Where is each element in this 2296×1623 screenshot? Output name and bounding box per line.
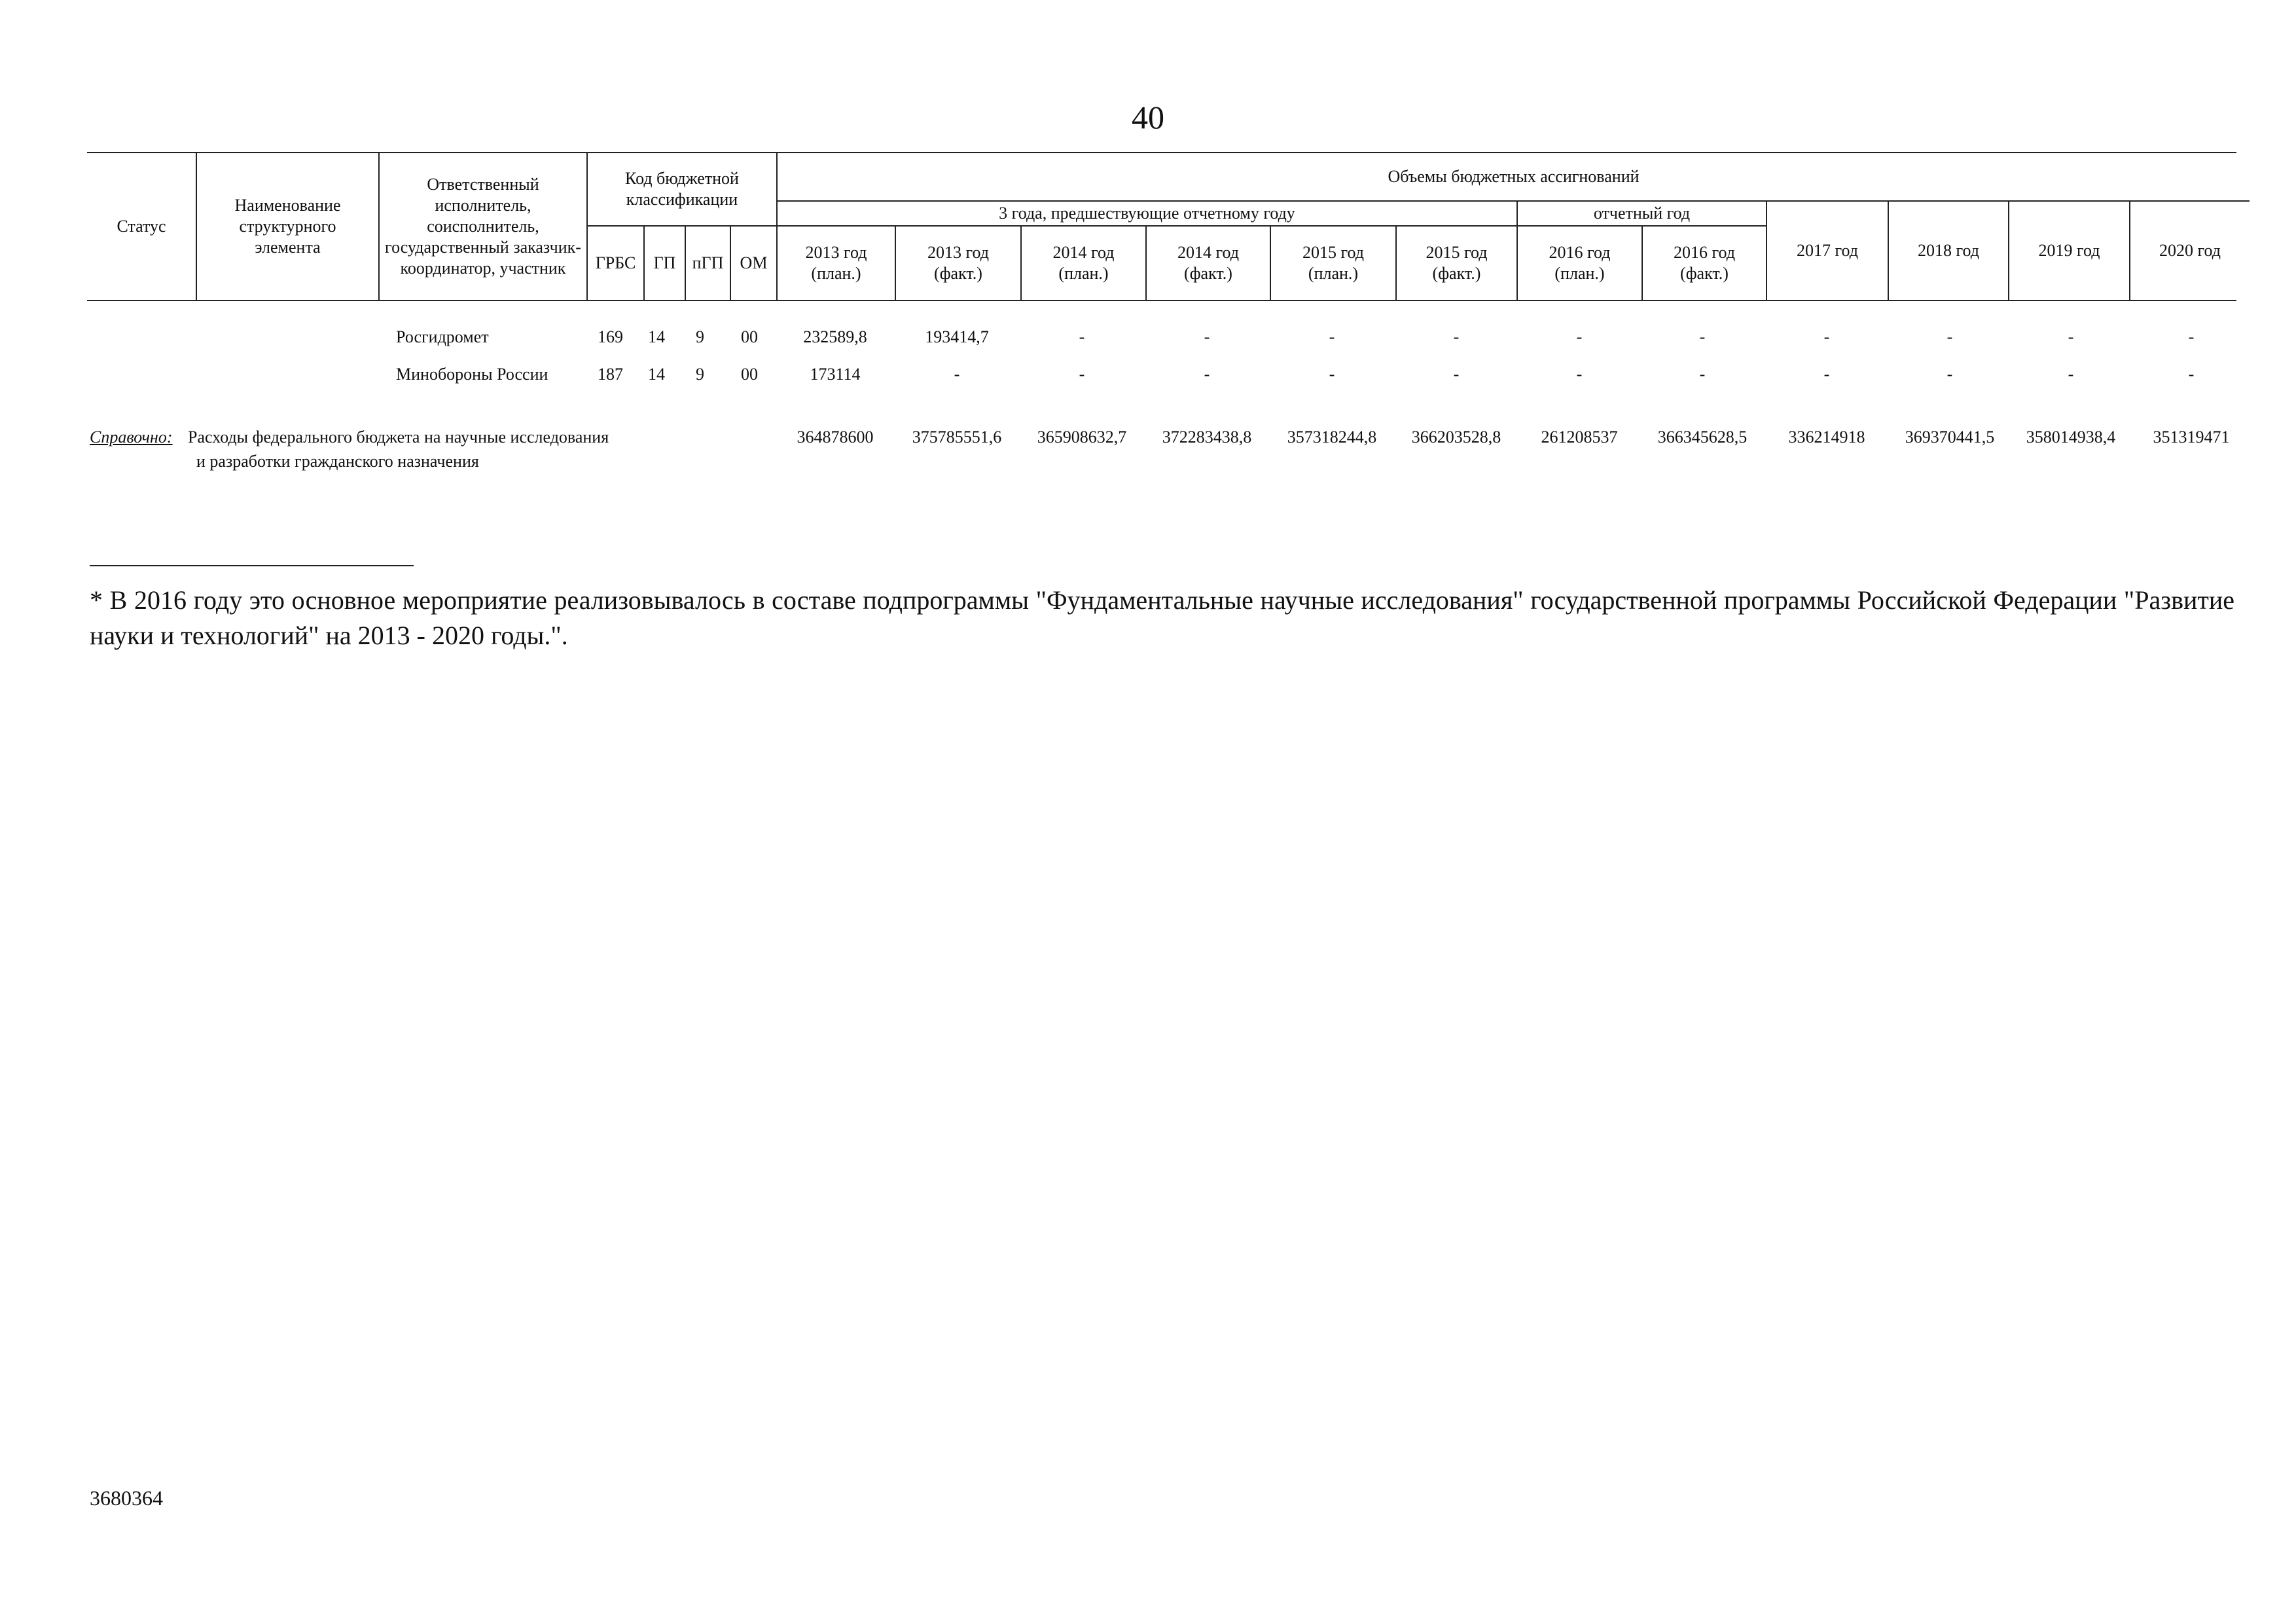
row-value: 193414,7 <box>925 327 989 346</box>
document-code: 3680364 <box>90 1486 163 1510</box>
header-year-2015-plan: 2015 год (план.) <box>1270 227 1395 300</box>
row-value: - <box>1823 327 1830 346</box>
row-value: - <box>1329 327 1335 346</box>
footnote-divider <box>90 565 414 566</box>
row-om: 00 <box>741 365 758 384</box>
row-value: - <box>1453 365 1460 384</box>
header-year-2019: 2019 год <box>2008 202 2129 300</box>
row-value: 173114 <box>810 365 861 384</box>
row-pgp: 9 <box>696 327 704 346</box>
row-value: - <box>1946 365 1953 384</box>
header-grbs: ГРБС <box>586 227 643 300</box>
row-grbs: 169 <box>598 327 623 346</box>
header-name: Наименование структурного элемента <box>196 153 378 300</box>
row-gp: 14 <box>648 365 665 384</box>
header-year-2013-plan: 2013 год (план.) <box>776 227 895 300</box>
budget-table-header <box>87 152 2236 301</box>
header-year-2015-fact: 2015 год (факт.) <box>1395 227 1516 300</box>
reference-label: Справочно: <box>90 428 173 447</box>
reference-value: 261208537 <box>1541 428 1618 447</box>
row-value: - <box>1329 365 1335 384</box>
reference-value: 372283438,8 <box>1162 428 1252 447</box>
row-value: - <box>1946 327 1953 346</box>
row-value: - <box>1699 365 1706 384</box>
row-gp: 14 <box>648 327 665 346</box>
header-year-2014-fact: 2014 год (факт.) <box>1145 227 1270 300</box>
reference-value: 365908632,7 <box>1037 428 1127 447</box>
reference-value: 336214918 <box>1788 428 1865 447</box>
header-year-2014-plan: 2014 год (план.) <box>1020 227 1145 300</box>
row-value: - <box>1204 365 1210 384</box>
row-value: 232589,8 <box>803 327 867 346</box>
header-year-2016-plan: 2016 год (план.) <box>1516 227 1641 300</box>
row-value: - <box>1204 327 1210 346</box>
header-om: ОМ <box>730 227 776 300</box>
reference-value: 364878600 <box>797 428 874 447</box>
header-prev-years: 3 года, предшествующие отчетному году <box>776 202 1516 227</box>
reference-value: 369370441,5 <box>1905 428 1995 447</box>
row-value: - <box>2188 327 2195 346</box>
row-om: 00 <box>741 327 758 346</box>
header-gp: ГП <box>643 227 685 300</box>
reference-value: 366203528,8 <box>1411 428 1501 447</box>
reference-value: 351319471 <box>2153 428 2230 447</box>
header-year-2013-fact: 2013 год (факт.) <box>895 227 1020 300</box>
row-value: - <box>954 365 960 384</box>
reference-value: 366345628,5 <box>1657 428 1748 447</box>
row-value: - <box>1453 327 1460 346</box>
row-value: - <box>2068 365 2074 384</box>
row-value: - <box>1079 365 1085 384</box>
row-participant: Росгидромет <box>396 327 489 346</box>
reference-description-line2: и разработки гражданского назначения <box>196 452 479 471</box>
row-value: - <box>1699 327 1706 346</box>
row-participant: Минобороны России <box>396 365 548 384</box>
page-number: 40 <box>1132 99 1164 136</box>
row-value: - <box>1079 327 1085 346</box>
reference-value: 375785551,6 <box>912 428 1002 447</box>
reference-description-line1: Расходы федерального бюджета на научные исследования <box>188 428 609 447</box>
header-pgp: пГП <box>685 227 730 300</box>
row-value: - <box>1576 327 1583 346</box>
row-pgp: 9 <box>696 365 704 384</box>
header-year-2020: 2020 год <box>2129 202 2250 300</box>
header-report-year: отчетный год <box>1516 202 1766 227</box>
row-value: - <box>1823 365 1830 384</box>
header-budget-code: Код бюджетной классификации <box>586 153 776 227</box>
row-value: - <box>2188 365 2195 384</box>
header-year-2016-fact: 2016 год (факт.) <box>1641 227 1766 300</box>
reference-value: 358014938,4 <box>2026 428 2116 447</box>
row-grbs: 187 <box>598 365 623 384</box>
header-status: Статус <box>117 217 166 236</box>
header-year-2017: 2017 год <box>1766 202 1888 300</box>
header-responsible: Ответственный исполнитель, соисполнитель, государственный заказчик-координатор, участник <box>378 153 586 300</box>
header-year-2018: 2018 год <box>1888 202 2008 300</box>
header-volumes: Объемы бюджетных ассигнований <box>776 153 2250 202</box>
row-value: - <box>2068 327 2074 346</box>
reference-value: 357318244,8 <box>1287 428 1377 447</box>
footnote: * В 2016 году это основное мероприятие реализовывалось в составе подпрограммы "Фундаментальные научные исследования" государственной программы Российской Федерации "Развитие науки и технологий" на 2013 - 2020 годы.". <box>90 585 2234 650</box>
row-value: - <box>1576 365 1583 384</box>
